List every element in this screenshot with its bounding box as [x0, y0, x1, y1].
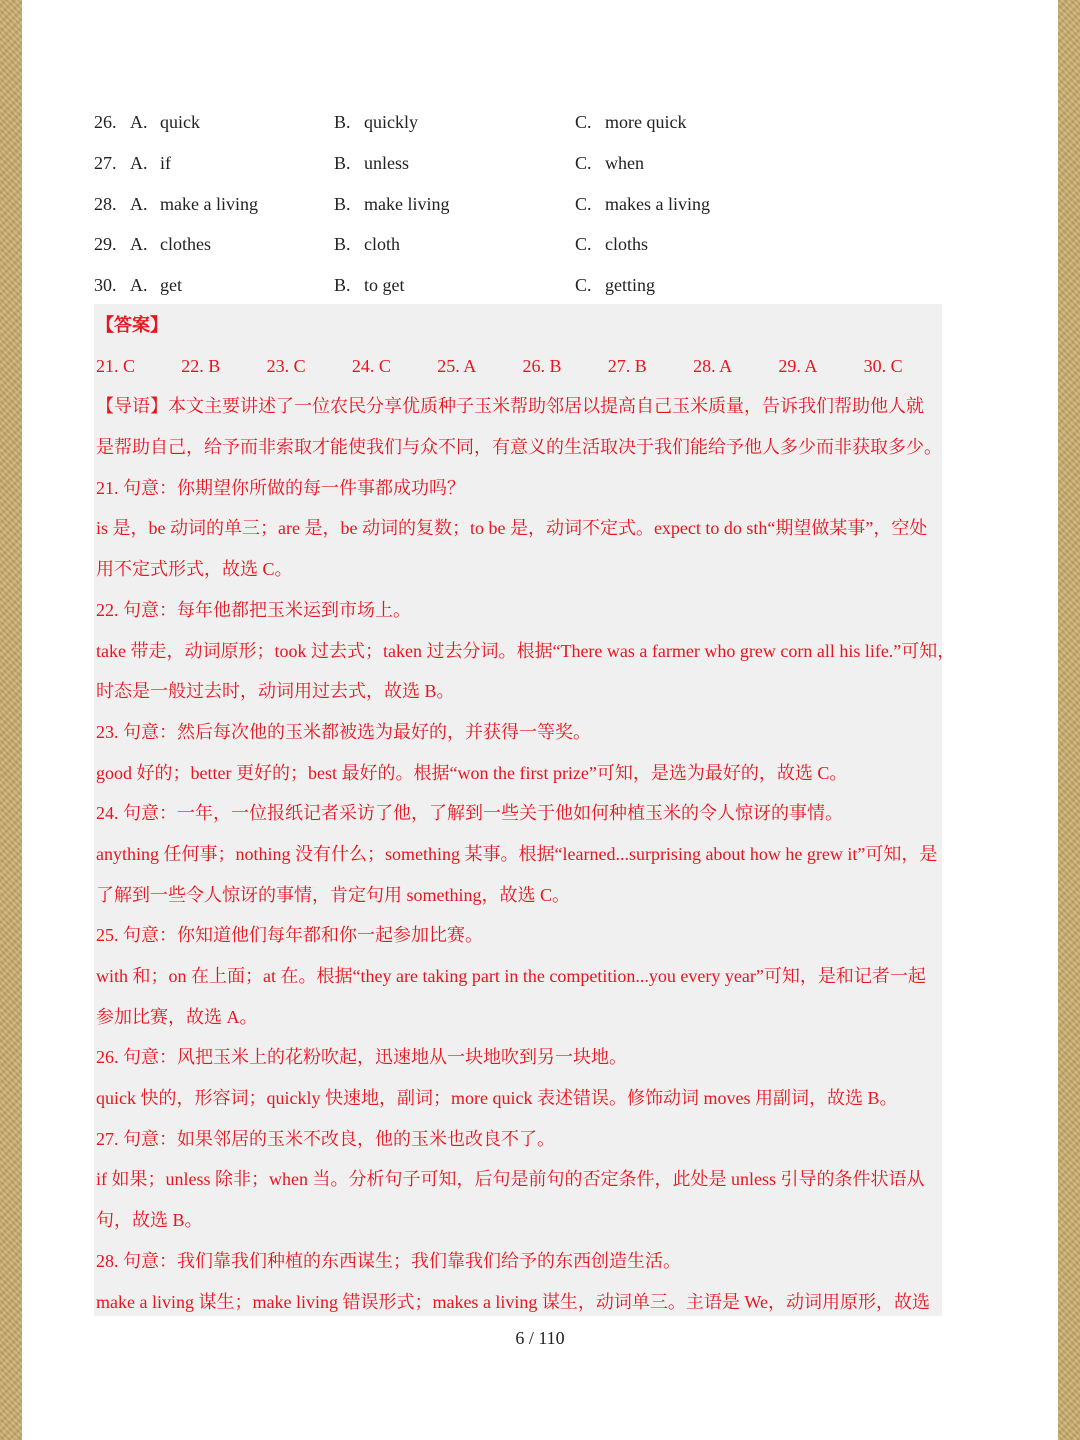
option-b-text: cloth	[364, 234, 400, 255]
option-row	[94, 186, 954, 227]
explanation-text: 句，故选 B。	[96, 1210, 203, 1231]
option-b-label: B.	[334, 152, 351, 173]
option-c-text: more quick	[605, 112, 687, 132]
option-b	[334, 145, 409, 181]
answer-key-row	[96, 346, 946, 387]
option-row	[94, 226, 954, 267]
option-a-text: quick	[160, 112, 200, 132]
answer-key: 24. C	[351, 355, 391, 376]
answer-key: 27. B	[607, 355, 647, 376]
answer-section	[96, 305, 956, 1322]
option-b-text: unless	[364, 152, 409, 173]
option-a	[130, 104, 200, 140]
explanation-text: 参加比赛，故选 A。	[96, 1006, 258, 1027]
sentence-meaning: 21. 句意：你期望你所做的每一件事都成功吗？	[96, 477, 465, 498]
option-c-text: makes a living	[605, 193, 710, 214]
explanation-text: if 如果；unless 除非；when 当。分析句子可知，后句是前句的否定条件，此处是 unless 引导的条件状语从	[96, 1169, 925, 1190]
option-b-label: B.	[334, 275, 351, 296]
explanation-text: 了解到一些令人惊讶的事情，肯定句用 something，故选 C。	[96, 884, 571, 905]
page-number: 6 / 110	[515, 1328, 565, 1348]
guide-text: 是帮助自己，给予而非索取才能使我们与众不同，有意义的生活取决于我们能给予他人多少而非获取多少。	[96, 437, 942, 458]
explanation-text: 时态是一般过去时，动词用过去式，故选 B。	[96, 681, 455, 702]
option-a	[130, 145, 171, 181]
answer-key: 30. C	[863, 355, 903, 376]
option-b-text: to get	[364, 275, 405, 296]
sentence-meaning: 28. 句意：我们靠我们种植的东西谋生；我们靠我们给予的东西创造生活。	[96, 1250, 681, 1271]
option-a-text: make a living	[160, 193, 258, 214]
answer-key: 28. A	[693, 355, 733, 376]
option-b	[334, 226, 400, 262]
options-block	[94, 104, 954, 308]
sentence-meaning: 27. 句意：如果邻居的玉米不改良，他的玉米也改良不了。	[96, 1128, 555, 1149]
option-a-text: clothes	[160, 234, 211, 255]
option-b-label: B.	[334, 112, 351, 132]
option-c-text: getting	[605, 275, 655, 296]
option-a-label: A.	[130, 112, 148, 132]
question-number: 29.	[94, 234, 117, 255]
option-c-label: C.	[575, 193, 592, 214]
option-a-text: if	[160, 152, 171, 173]
option-c	[575, 267, 655, 303]
question-number: 28.	[94, 193, 117, 214]
option-c	[575, 104, 686, 140]
option-b	[334, 267, 405, 303]
sentence-meaning: 23. 句意：然后每次他的玉米都被选为最好的，并获得一等奖。	[96, 721, 591, 742]
answer-heading: 【答案】	[96, 315, 168, 335]
explanation-text: is 是，be 动词的单三；are 是，be 动词的复数；to be 是，动词不定式。expect to do sth“期望做某事”，空处	[96, 518, 928, 539]
guide-text: 【导语】本文主要讲述了一位农民分享优质种子玉米帮助邻居以提高自己玉米质量，告诉我们帮助他人就	[96, 396, 924, 417]
option-b	[334, 104, 418, 140]
question-number: 30.	[94, 275, 117, 296]
sentence-meaning: 26. 句意：风把玉米上的花粉吹起，迅速地从一块地吹到另一块地。	[96, 1047, 627, 1068]
answer-key: 22. B	[181, 355, 221, 376]
option-a-label: A.	[130, 193, 148, 214]
option-a-label: A.	[130, 275, 148, 296]
option-c	[575, 226, 648, 262]
explanation-text: good 好的；better 更好的；best 最好的。根据“won the first prize”可知，是选为最好的，故选 C。	[96, 762, 848, 783]
option-a	[130, 267, 182, 303]
option-c	[575, 145, 644, 181]
option-c-label: C.	[575, 275, 592, 296]
explanation-text: take 带走，动词原形；took 过去式；taken 过去分词。根据“There was a farmer who grew corn all his life.”可知，	[96, 640, 956, 661]
option-c-text: cloths	[605, 234, 648, 255]
answer-key: 29. A	[778, 355, 818, 376]
answer-key: 25. A	[437, 355, 477, 376]
option-a	[130, 186, 258, 222]
option-c-text: when	[605, 152, 644, 173]
option-c-label: C.	[575, 112, 592, 132]
explanation-text: anything 任何事；nothing 没有什么；something 某事。根据“learned...surprising about how he grew it”可知，是	[96, 843, 938, 864]
explanation-text: with 和；on 在上面；at 在。根据“they are taking part in the competition...you every year”可知，是和记者一起	[96, 966, 926, 986]
question-number: 26.	[94, 112, 117, 132]
explanation-text: 用不定式形式，故选 C。	[96, 559, 293, 580]
option-c	[575, 186, 710, 222]
option-a-text: get	[160, 275, 182, 296]
sentence-meaning: 25. 句意：你知道他们每年都和你一起参加比赛。	[96, 925, 483, 946]
option-a-label: A.	[130, 234, 148, 255]
option-row	[94, 267, 954, 308]
sentence-meaning: 24. 句意：一年，一位报纸记者采访了他，了解到一些关于他如何种植玉米的令人惊讶的事情。	[96, 803, 843, 824]
option-row	[94, 145, 954, 186]
option-b-text: make living	[364, 193, 450, 214]
option-a-label: A.	[130, 152, 148, 173]
explanation-text: quick 快的，形容词；quickly 快速地，副词；more quick 表述错误。修饰动词 moves 用副词，故选 B。	[96, 1088, 898, 1109]
option-b	[334, 186, 449, 222]
question-number: 27.	[94, 152, 117, 173]
option-b-label: B.	[334, 193, 351, 214]
answer-key: 26. B	[522, 355, 562, 376]
option-c-label: C.	[575, 234, 592, 255]
sentence-meaning: 22. 句意：每年他都把玉米运到市场上。	[96, 599, 411, 620]
option-a	[130, 226, 211, 262]
option-b-label: B.	[334, 234, 351, 255]
option-b-text: quickly	[364, 112, 418, 132]
explanation-text: make a living 谋生；make living 错误形式；makes a living 谋生，动词单三。主语是 We，动词用原形，故选	[96, 1291, 930, 1312]
answer-key: 21. C	[96, 355, 136, 376]
answer-key: 23. C	[266, 355, 306, 376]
option-row	[94, 104, 954, 145]
option-c-label: C.	[575, 152, 592, 173]
